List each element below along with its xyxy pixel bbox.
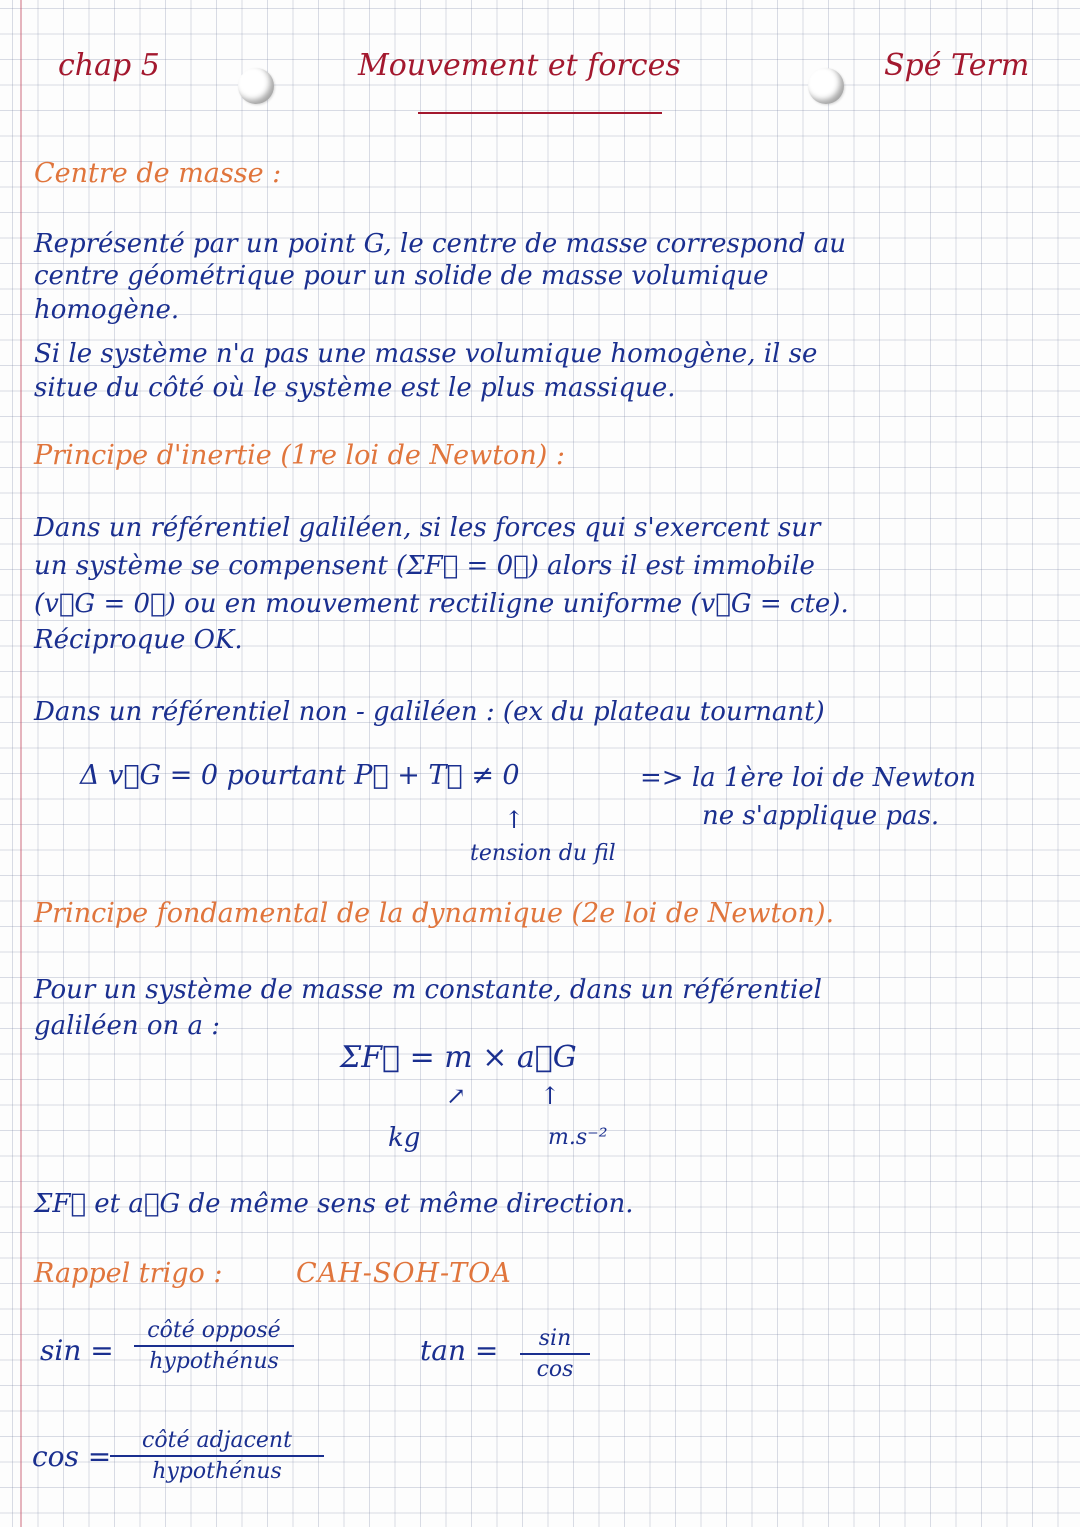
- inertie-line-1: Dans un référentiel galiléen, si les forces qui s'exercent sur: [34, 513, 821, 543]
- centre-masse-line-4: Si le système n'a pas une masse volumique homogène, il se: [34, 339, 818, 369]
- tan-numerator: sin: [520, 1326, 590, 1355]
- level-label: Spé Term: [884, 48, 1030, 83]
- inertie-line-3: (v⃗G = 0⃗) ou en mouvement rectiligne uniforme (v⃗G = cte).: [34, 589, 849, 619]
- trigo-mnemonic: CAH-SOH-TOA: [296, 1258, 512, 1289]
- mass-unit-arrow: ↗: [446, 1082, 467, 1110]
- newton1-conclusion-1: => la 1ère loi de Newton: [640, 763, 977, 793]
- tension-label: tension du fil: [470, 841, 616, 866]
- cos-numerator: côté adjacent: [110, 1428, 324, 1457]
- tan-denominator: cos: [536, 1357, 574, 1382]
- centre-masse-line-2: centre géométrique pour un solide de masse volumique: [34, 261, 769, 291]
- title-underline: [418, 112, 662, 114]
- margin-line: [20, 0, 22, 1527]
- page-title: Mouvement et forces: [358, 48, 681, 83]
- inertie-line-4: Réciproque OK.: [34, 625, 243, 655]
- mass-unit: kg: [388, 1123, 421, 1153]
- pfd-line-2: galiléen on a :: [34, 1011, 221, 1041]
- pfd-note: ΣF⃗ et a⃗G de même sens et même direction.: [34, 1189, 634, 1219]
- centre-masse-line-3: homogène.: [34, 295, 180, 325]
- tension-arrow: ↑: [504, 806, 525, 834]
- sin-denominator: hypothénus: [149, 1349, 279, 1374]
- inertie-line-2: un système se compensent (ΣF⃗ = 0⃗) alors il est immobile: [34, 551, 815, 581]
- sin-label: sin =: [40, 1334, 114, 1367]
- trigo-heading: Rappel trigo :: [34, 1258, 223, 1289]
- non-galileen-formula: Δ v⃗G = 0 pourtant P⃗ + T⃗ ≠ 0: [80, 760, 520, 791]
- punch-hole-left: [238, 68, 274, 104]
- cos-denominator: hypothénus: [152, 1459, 282, 1484]
- centre-masse-heading: Centre de masse :: [34, 158, 282, 189]
- accel-unit-arrow: ↑: [540, 1082, 561, 1110]
- newton1-conclusion-2: ne s'applique pas.: [702, 801, 940, 831]
- tan-label: tan =: [420, 1334, 499, 1367]
- cos-label: cos =: [32, 1440, 112, 1473]
- pfd-formula: ΣF⃗ = m × a⃗G: [340, 1040, 577, 1075]
- sin-numerator: côté opposé: [134, 1318, 294, 1347]
- accel-unit: m.s⁻²: [548, 1125, 608, 1150]
- inertie-heading: Principe d'inertie (1re loi de Newton) :: [34, 440, 565, 471]
- punch-hole-right: [808, 68, 844, 104]
- centre-masse-line-5: situe du côté où le système est le plus massique.: [34, 373, 676, 403]
- non-galileen-line: Dans un référentiel non - galiléen : (ex du plateau tournant): [34, 697, 825, 727]
- pfd-line-1: Pour un système de masse m constante, dans un référentiel: [34, 975, 822, 1005]
- pfd-heading: Principe fondamental de la dynamique (2e loi de Newton).: [34, 898, 835, 929]
- chapter-label: chap 5: [58, 48, 160, 83]
- cos-fraction: [110, 1428, 324, 1484]
- sin-fraction: [134, 1318, 294, 1374]
- centre-masse-line-1: Représenté par un point G, le centre de masse correspond au: [34, 229, 847, 259]
- tan-fraction: [520, 1326, 590, 1382]
